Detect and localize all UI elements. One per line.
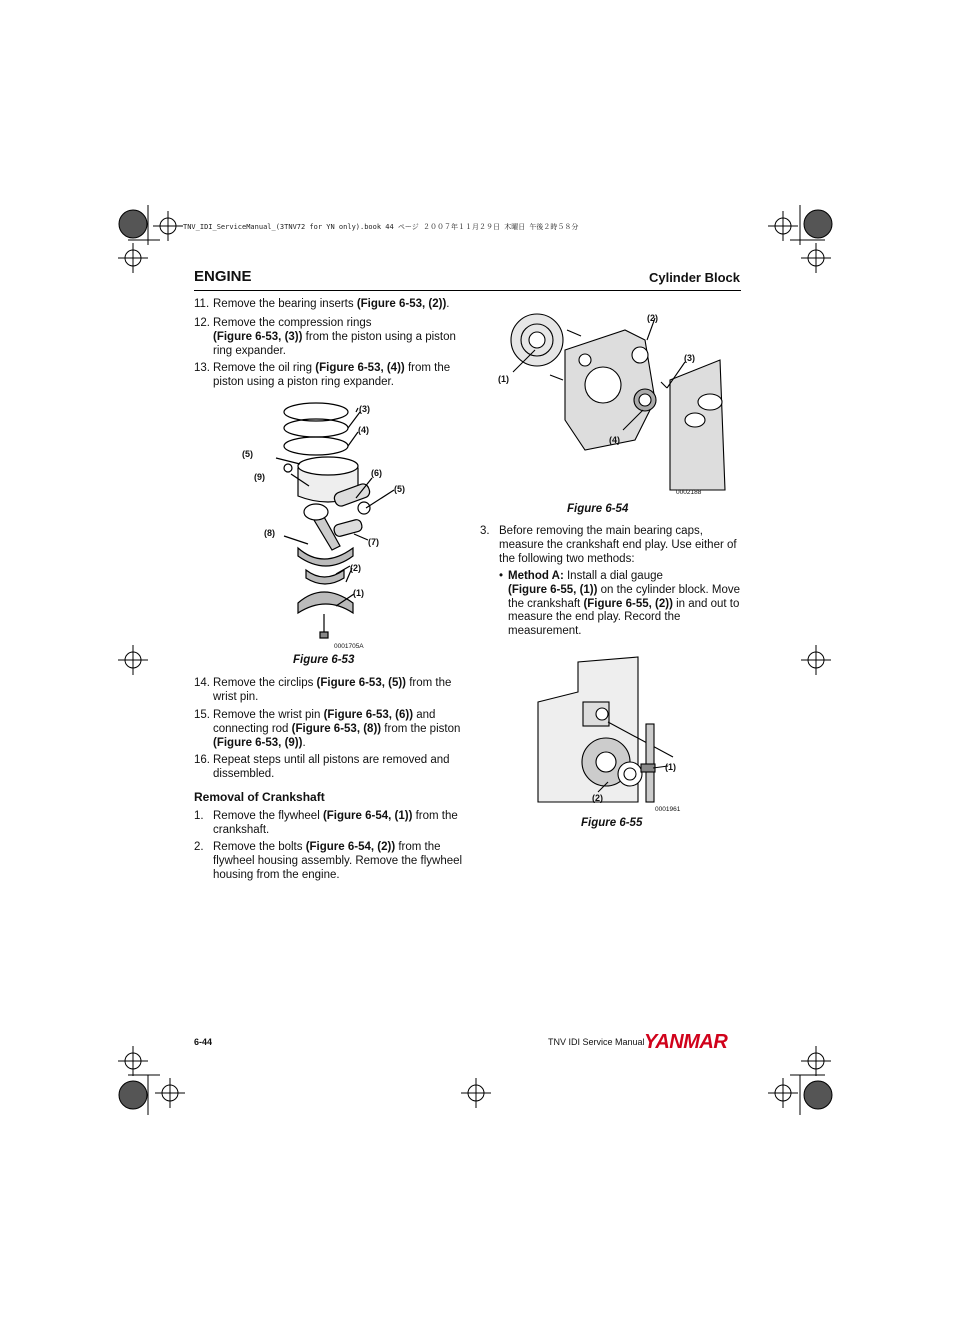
figure-6-54-illustration: [495, 310, 735, 490]
manual-title: TNV IDI Service Manual: [548, 1037, 645, 1047]
fig53-label-3: (3): [359, 404, 370, 414]
fig55-code: 0001961: [655, 806, 681, 813]
fig53-label-5a: (5): [242, 449, 253, 459]
fig54-label-3: (3): [684, 353, 695, 363]
page-number: 6-44: [194, 1037, 213, 1047]
fig53-label-6: (6): [371, 468, 382, 478]
fig53-label-2: (2): [350, 563, 361, 573]
fig54-code: 0002188: [676, 489, 702, 496]
removal-crankshaft-heading: Removal of Crankshaft: [194, 790, 325, 804]
topic-title: Cylinder Block: [648, 270, 740, 285]
fig54-label-2: (2): [647, 313, 658, 323]
figure-6-54-caption: Figure 6-54: [567, 503, 629, 515]
fig54-label-4: (4): [609, 435, 620, 445]
fig54-label-1: (1): [498, 374, 509, 384]
fig55-label-2: (2): [592, 793, 603, 803]
section-title: ENGINE: [194, 268, 252, 285]
print-info: TNV_IDI_ServiceManual_(3TNV72 for YN only).book 44 ページ ２００７年１１月２９日 木曜日 午後２時５８分: [183, 223, 579, 231]
fig53-label-4: (4): [358, 425, 369, 435]
fig55-label-1: (1): [665, 762, 676, 772]
figure-6-55-illustration: [528, 652, 688, 807]
figure-6-53-caption: Figure 6-53: [293, 654, 355, 666]
yanmar-logo: YANMAR: [644, 1031, 728, 1053]
header-rule: [194, 290, 741, 291]
fig53-label-1: (1): [353, 588, 364, 598]
figure-6-55-caption: Figure 6-55: [581, 817, 643, 829]
fig53-label-7: (7): [368, 537, 379, 547]
fig53-label-5b: (5): [394, 484, 405, 494]
fig53-code: 0001705A: [334, 643, 364, 650]
fig53-label-8: (8): [264, 528, 275, 538]
fig53-label-9: (9): [254, 472, 265, 482]
